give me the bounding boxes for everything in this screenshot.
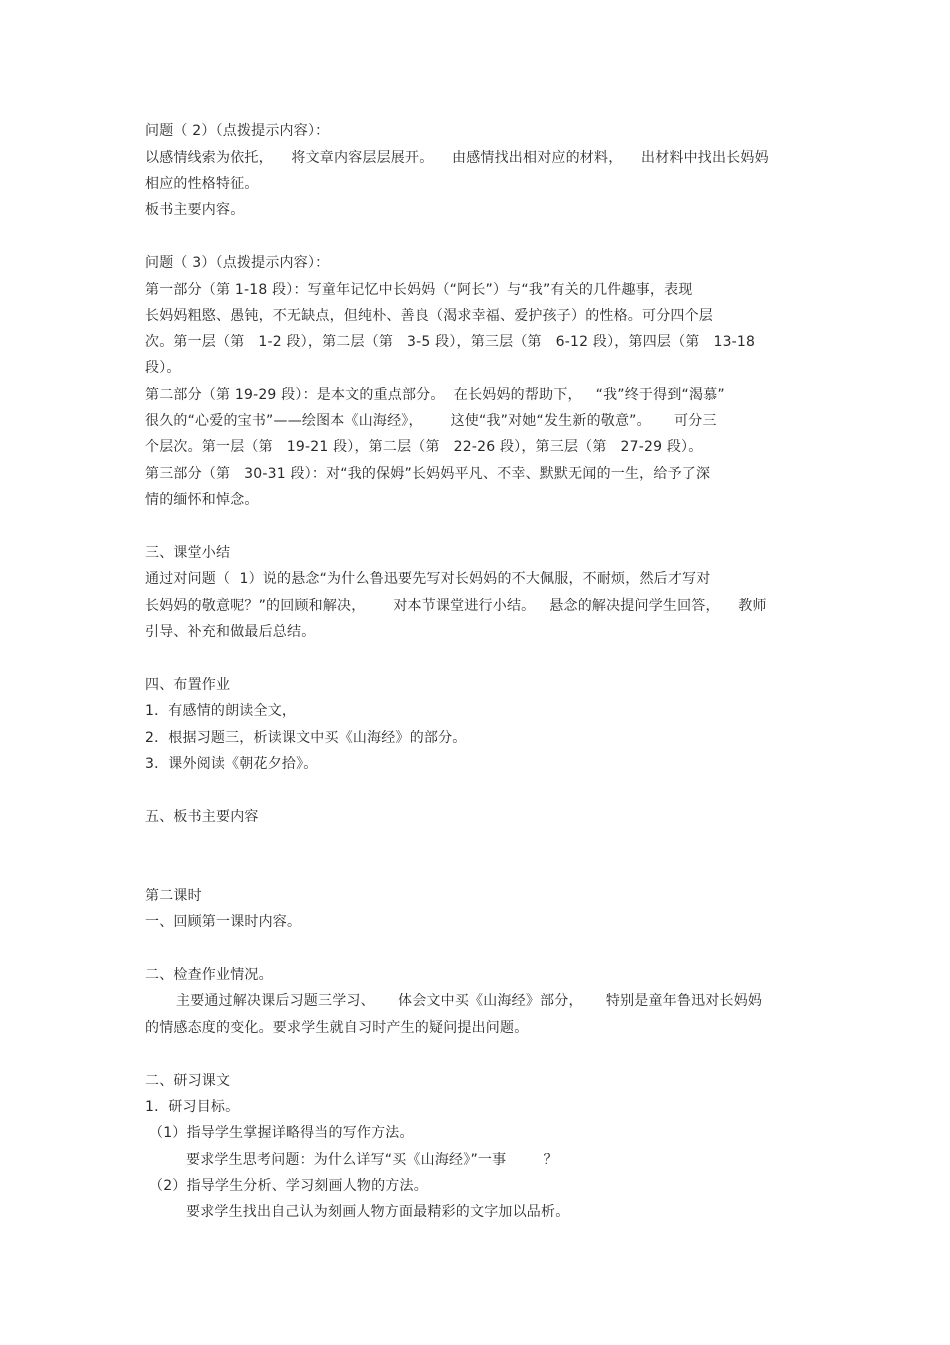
section-heading: 五、板书主要内容 xyxy=(145,809,259,825)
paragraph-line: 长妈妈粗愍、愚钝，不无缺点，但纯朴、善良（渴求幸福、爱护孩子）的性格。可分四个层 xyxy=(145,308,713,324)
list-item: （2）指导学生分析、学习刻画人物的方法。 xyxy=(149,1178,428,1194)
section-heading: 二、研习课文 xyxy=(145,1073,231,1089)
paragraph-line: 很久的“心爱的宝书”——绘图本《山海经》， 这使“我”对她“发生新的敬意”。 可分三 xyxy=(145,413,717,429)
section-heading: 一、回顾第一课时内容。 xyxy=(145,914,302,930)
list-item: 1．有感情的朗读全文， xyxy=(145,703,297,719)
paragraph-line: 要求学生找出自己认为刻画人物方面最精彩的文字加以品析。 xyxy=(186,1204,570,1220)
section-heading: 二、检查作业情况。 xyxy=(145,967,273,983)
paragraph-line: 第二部分（第 19-29 段）：是本文的重点部分。 在长妈妈的帮助下， “我”终于得到“渴慕” xyxy=(145,387,725,403)
section-heading: 三、课堂小结 xyxy=(145,545,231,561)
paragraph-line: 长妈妈的敬意呢？”的回顾和解决， 对本节课堂进行小结。 悬念的解决提问学生回答， 教师 xyxy=(145,598,767,614)
paragraph-line: 第一部分（第 1-18 段）：写童年记忆中长妈妈（“阿长”）与“我”有关的几件趣事，表现 xyxy=(145,282,693,298)
paragraph-line: 板书主要内容。 xyxy=(145,202,245,218)
paragraph-line: 要求学生思考问题：为什么详写“买《山海经》”一事 ？ xyxy=(186,1152,558,1168)
paragraph-line: 次。第一层（第 1-2 段），第二层（第 3-5 段），第三层（第 6-12 段），第四层（第 13-18 xyxy=(145,334,756,350)
section-heading: 四、布置作业 xyxy=(145,677,231,693)
paragraph-line: 主要通过解决课后习题三学习、 体会文中买《山海经》部分， 特别是童年鲁迅对长妈妈 xyxy=(176,993,763,1009)
paragraph-line: 第三部分（第 30-31 段）：对“我的保姆”长妈妈平凡、不幸、默默无闻的一生，给予了深 xyxy=(145,466,711,482)
paragraph-line: 个层次。第一层（第 19-21 段），第二层（第 22-26 段），第三层（第 27-29 段）。 xyxy=(145,439,703,455)
paragraph-line: 情的缅怀和悼念。 xyxy=(145,492,259,508)
paragraph-line: 通过对问题（ 1）说的悬念“为什么鲁迅要先写对长妈妈的不大佩服，不耐烦，然后才写对 xyxy=(145,571,711,587)
list-item: 1．研习目标。 xyxy=(145,1099,240,1115)
paragraph-line: 段）。 xyxy=(145,360,181,376)
q2-heading: 问题（ 2）（点拨提示内容）： xyxy=(145,123,330,139)
paragraph-line: 的情感态度的变化。要求学生就自习时产生的疑问提出问题。 xyxy=(145,1020,529,1036)
paragraph-line: 以感情线索为依托， 将文章内容层层展开。 由感情找出相对应的材料， 出材料中找出长妈妈 xyxy=(145,150,769,166)
paragraph-line: 引导、补充和做最后总结。 xyxy=(145,624,316,640)
list-item: （1）指导学生掌握详略得当的写作方法。 xyxy=(149,1125,414,1141)
list-item: 3．课外阅读《朝花夕拾》。 xyxy=(145,756,318,772)
paragraph-line: 相应的性格特征。 xyxy=(145,176,259,192)
lesson-title: 第二课时 xyxy=(145,888,202,904)
q3-heading: 问题（ 3）（点拨提示内容）： xyxy=(145,255,330,271)
list-item: 2．根据习题三，析读课文中买《山海经》的部分。 xyxy=(145,730,467,746)
